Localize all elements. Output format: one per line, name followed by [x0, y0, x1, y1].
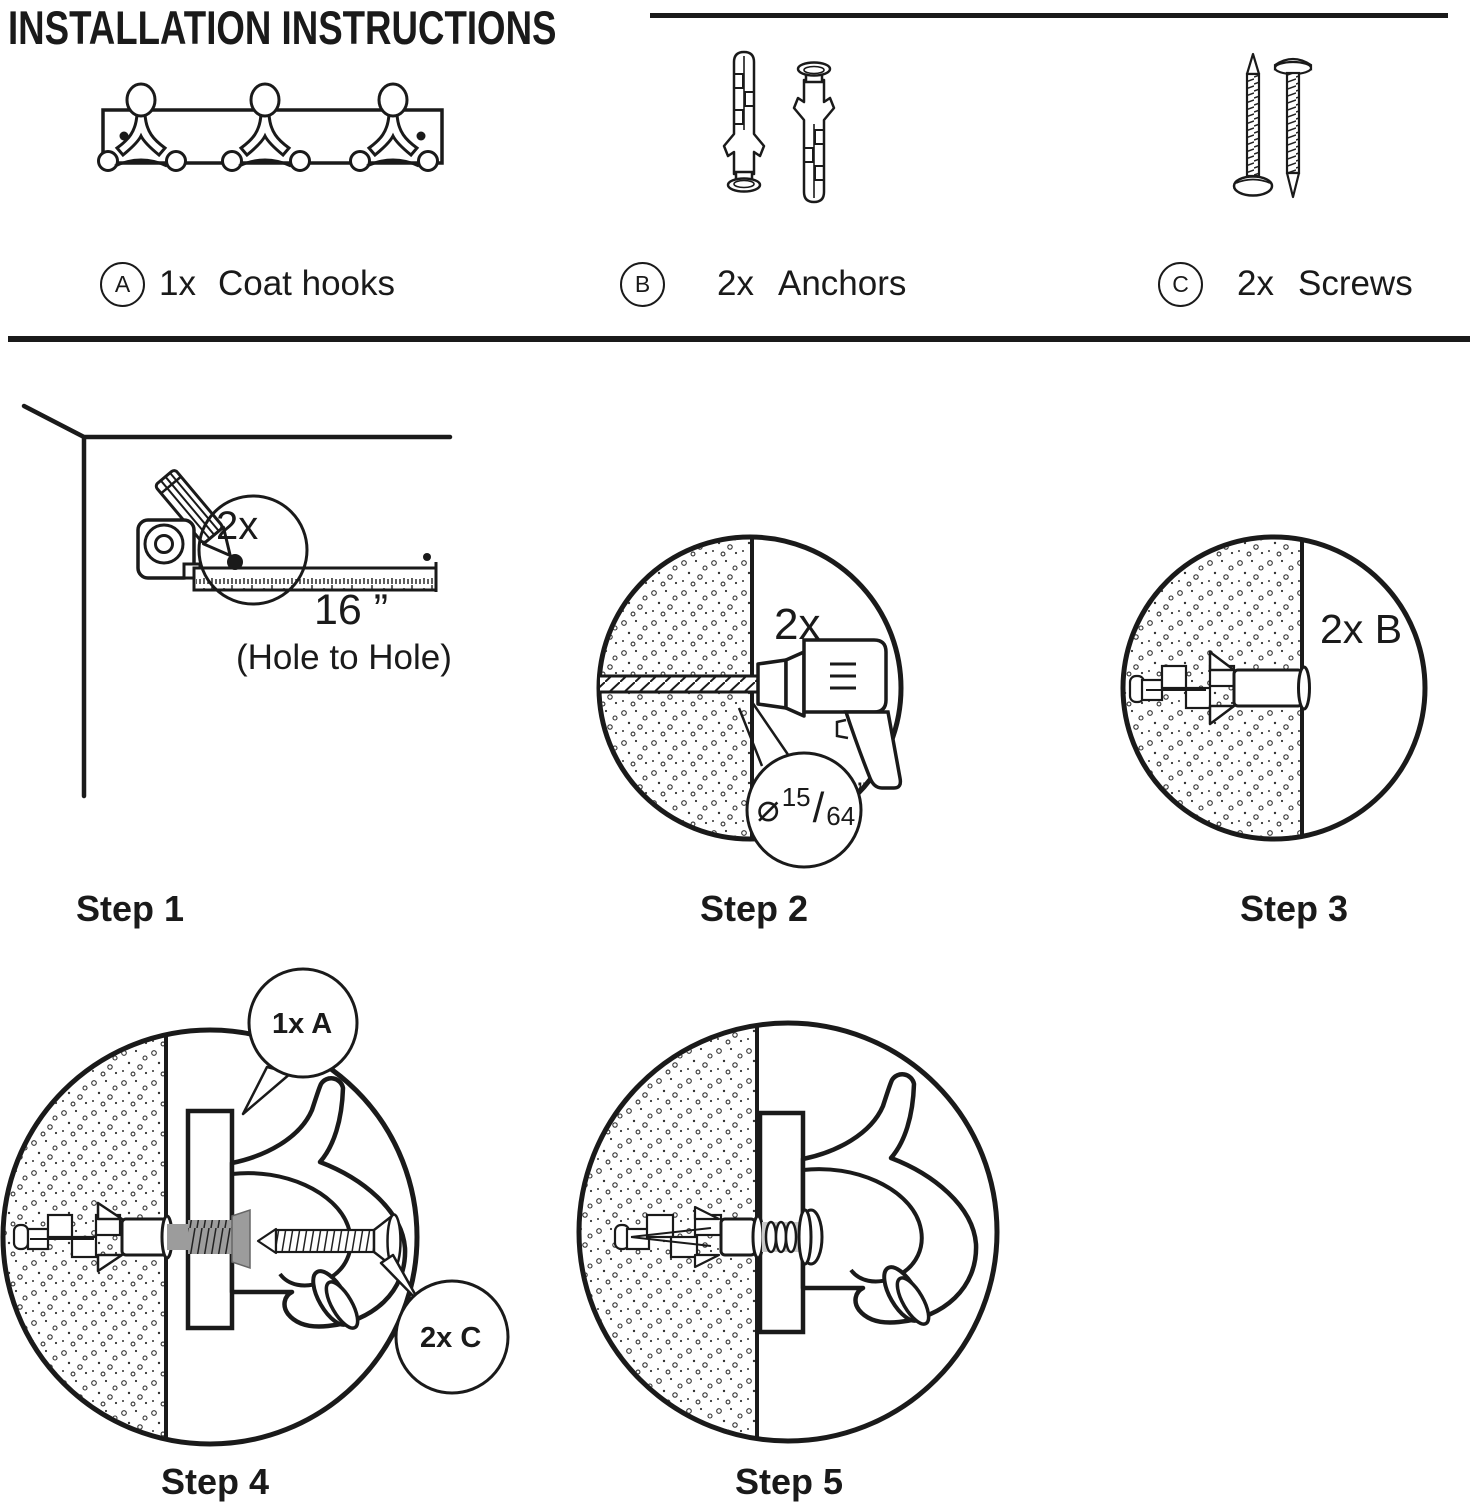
part-qty-c: 2x	[1237, 264, 1274, 303]
step2-label: Step 2	[700, 888, 809, 929]
part-qty-a: 1x	[159, 264, 196, 303]
anchors-icon	[710, 46, 850, 216]
pencil-mark-dot	[227, 554, 243, 570]
diameter-unit: ”	[857, 777, 868, 810]
part-name-a: Coat hooks	[217, 264, 396, 303]
coat-hooks-icon	[100, 74, 445, 174]
anchor-upright	[724, 52, 764, 192]
anchor-flipped	[794, 63, 834, 203]
part-letter-a: A	[100, 262, 145, 307]
step2-diameter-callout	[756, 777, 868, 832]
section-divider	[8, 336, 1470, 342]
diameter-numerator: 15	[781, 781, 811, 812]
step4-callout-hooks: 1x A	[272, 1008, 333, 1040]
rail-cross-section	[188, 1111, 232, 1328]
diameter-denominator: 64	[826, 800, 856, 831]
step4-label: Step 4	[161, 1461, 270, 1502]
step3-label: Step 3	[1240, 888, 1349, 929]
screw-head-up	[1275, 59, 1311, 197]
diameter-slash: /	[812, 784, 825, 831]
part-label-coat-hooks	[100, 261, 395, 307]
screw-tip-up	[1234, 54, 1272, 196]
diameter-symbol: ⌀	[756, 787, 780, 830]
step2-count: 2x	[774, 600, 821, 649]
step1-drawing	[18, 392, 488, 812]
screw-head-rim	[799, 1210, 811, 1264]
step1-distance: 16 ”	[314, 586, 389, 634]
step1-label: Step 1	[76, 888, 185, 929]
step5-drawing	[565, 1016, 1015, 1456]
part-label-screws	[1158, 261, 1413, 307]
step1-note: (Hole to Hole)	[236, 638, 452, 677]
part-letter-c: C	[1158, 262, 1203, 307]
step4-callout-screws: 2x C	[420, 1322, 482, 1354]
step1-mark-count: 2x	[216, 504, 259, 548]
step2-drawing	[590, 528, 925, 893]
screws-icon	[1226, 50, 1321, 210]
part-name-c: Screws	[1297, 264, 1413, 303]
second-mark-dot	[423, 553, 431, 561]
page-title: INSTALLATION INSTRUCTIONS	[8, 1, 557, 54]
part-label-anchors	[620, 261, 906, 307]
part-name-b: Anchors	[777, 264, 907, 303]
step3-drawing	[1116, 528, 1436, 853]
drill-bit-icon	[600, 676, 758, 692]
step4-drawing	[0, 958, 515, 1450]
tape-measure-icon	[138, 520, 436, 592]
step5-label: Step 5	[735, 1461, 844, 1502]
part-letter-b: B	[620, 262, 665, 307]
part-qty-b: 2x	[717, 264, 754, 303]
step3-callout: 2x B	[1320, 606, 1403, 652]
header-rule	[650, 13, 1448, 18]
rail-hole-right	[417, 132, 426, 141]
